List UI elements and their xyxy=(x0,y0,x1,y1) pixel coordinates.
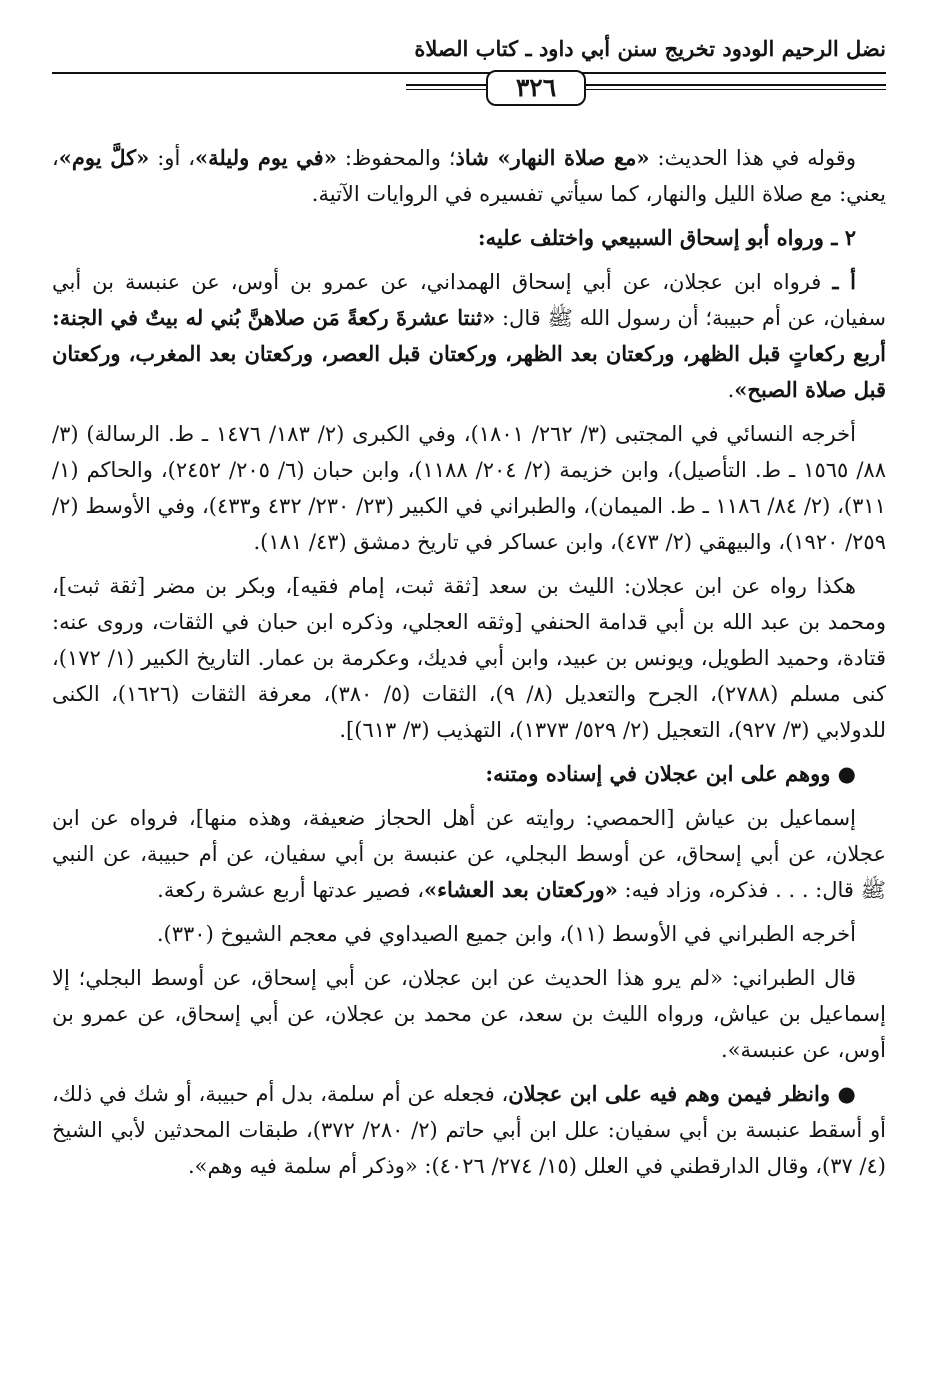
ornament-rule-thin xyxy=(586,89,886,90)
header-rule xyxy=(52,72,886,74)
page-number-band xyxy=(52,73,886,132)
text-run: أخرجه الطبراني في الأوسط (١١)، وابن جميع الصيداوي في معجم الشيوخ (٣٣٠). xyxy=(156,922,856,946)
quote-run: «وركعتان بعد العشاء» xyxy=(424,877,618,902)
heading-text: ● ووهم على ابن عجلان في إسناده ومتنه: xyxy=(485,761,856,786)
text-run: ، أو: xyxy=(149,146,196,170)
text-run: ، يعني: مع صلاة الليل والنهار، كما سيأتي تفسيره في الروايات الآتية. xyxy=(52,146,886,206)
text-run: ، فجعله عن أم سلمة، بدل أم حبيبة، أو شك في ذلك، أو أسقط عنبسة بن أبي سفيان: علل ابن أبي حاتم (٢/ ٢٨٠/ ٣٧٢)، طبقات المحدثين لأبي الشيخ (٤/ ٣٧)، وقال الدارقطني في العلل (١٥/ ٢٧٤/ ٤٠٢٦): «وذكر أم سلمة فيه وهم». xyxy=(52,1082,886,1178)
paragraph-5 xyxy=(52,568,886,748)
heading-text: ٢ ـ ورواه أبو إسحاق السبيعي واختلف عليه: xyxy=(477,225,856,250)
quote-run: «مع صلاة النهار» شاذ xyxy=(455,145,650,170)
paragraph-1 xyxy=(52,140,886,212)
bullet-lead: ● وانظر فيمن وهم فيه على ابن عجلان xyxy=(508,1081,856,1106)
paragraph-7 xyxy=(52,800,886,908)
hadith-quote: «ثنتا عشرةَ ركعةً مَن صلاهنَّ بُني له بيتٌ في الجنة: أربع ركعاتٍ قبل الظهر، وركعتان بعد الظهر، وركعتان قبل العصر، وركعتان بعد المغرب، وركعتان قبل صلاة الصبح» xyxy=(52,305,886,402)
ornament-rule-left xyxy=(406,84,486,90)
paragraph-9 xyxy=(52,960,886,1068)
page-body xyxy=(52,140,886,1184)
paragraph-4 xyxy=(52,416,886,560)
text-run: أخرجه النسائي في المجتبى (٣/ ٢٦٢/ ١٨٠١)، وفي الكبرى (٢/ ١٨٣/ ١٤٧٦ ـ ط. الرسالة) (٣/ ٨٨/ ١٥٦٥ ـ ط. التأصيل)، وابن خزيمة (٢/ ٢٠٤/ ١١٨٨)، وابن حبان (٦/ ٢٠٥/ ٢٤٥٢)، والحاكم (١/ ٣١١)، (٢/ ٨٤/ ١١٨٦ ـ ط. الميمان)، والطبراني في الكبير (٢٣/ ٢٣٠/ ٤٣٢ و٤٣٣)، وفي الأوسط (٢/ ٢٥٩/ ١٩٢٠)، والبيهقي (٢/ ٤٧٣)، وابن عساكر في تاريخ دمشق (٤٣/ ١٨١). xyxy=(52,422,886,554)
text-run: هكذا رواه عن ابن عجلان: الليث بن سعد [ثقة ثبت، إمام فقيه]، وبكر بن مضر [ثقة ثبت]، ومحمد بن عبد الله بن أبي قدامة الحنفي [وثقه العجلي، وذكره ابن حبان في الثقات، وروى عنه: قتادة، وحميد الطويل، ويونس بن عبيد، وابن أبي فديك، وعكرمة بن عمار. التاريخ الكبير (١/ ١٧٢)، كنى مسلم (٢٧٨٨)، الجرح والتعديل (٨/ ٩)، الثقات (٥/ ٣٨٠)، معرفة الثقات (١٦٢٦)، الكنى للدولابي (٣/ ٩٢٧)، التعجيل (٢/ ٥٢٩/ ١٣٧٣)، التهذيب (٣/ ٦١٣)]. xyxy=(52,574,886,742)
text-run: قال الطبراني: «لم يرو هذا الحديث عن ابن عجلان، عن أبي إسحاق، عن أوسط البجلي؛ إلا إسماعيل بن عياش، ورواه الليث بن سعد، عن محمد بن عجلان، عن أبي إسحاق، عن عمرو بن أوس، عن عنبسة». xyxy=(52,966,886,1062)
text-run: وقوله في هذا الحديث: xyxy=(649,146,856,170)
page-header xyxy=(52,36,886,76)
paragraph-10 xyxy=(52,1076,886,1184)
paragraph-3 xyxy=(52,264,886,408)
ornament-rule-thick xyxy=(586,84,886,86)
running-title: نضل الرحيم الودود تخريج سنن أبي داود ـ كتاب الصلاة xyxy=(414,36,886,61)
text-run: . xyxy=(727,378,735,402)
quote-run: «كلَّ يوم» xyxy=(58,145,150,170)
text-run: فرواه ابن عجلان، عن أبي إسحاق الهمداني، عن عمرو بن أوس، عن عنبسة بن أبي سفيان، عن أم حبيبة؛ أن رسول الله ﷺ قال: xyxy=(52,270,886,330)
item-marker: أ ـ xyxy=(832,269,856,294)
text-run: إسماعيل بن عياش [الحمصي: روايته عن أهل الحجاز ضعيفة، وهذه منها]، فرواه عن ابن عجلان، عن أبي إسحاق، عن أوسط البجلي، عن عنبسة بن أبي سفيان، عن أم حبيبة، عن النبي ﷺ قال: . . . فذكره، وزاد فيه: xyxy=(52,806,886,902)
paragraph-8 xyxy=(52,916,886,952)
quote-run: «في يوم وليلة» xyxy=(195,145,337,170)
bullet-heading-1 xyxy=(52,756,886,792)
text-run: ، فصير عدتها أربع عشرة ركعة. xyxy=(157,878,425,902)
section-heading xyxy=(52,220,886,256)
page-number: ٣٢٦ xyxy=(486,70,586,106)
text-run: ؛ والمحفوظ: xyxy=(336,146,456,170)
